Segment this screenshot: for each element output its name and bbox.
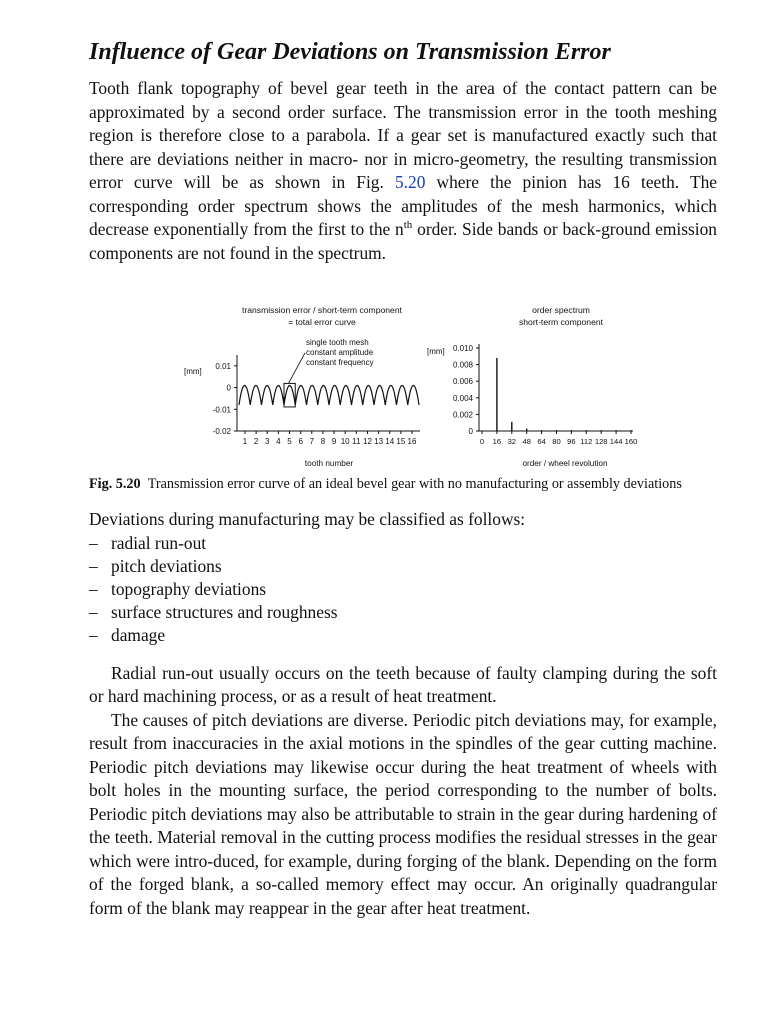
left-y-tick-label: 0.01: [215, 361, 231, 371]
left-x-tick-label: 7: [309, 437, 315, 446]
left-x-tick-label: 13: [374, 437, 384, 446]
left-x-tick-label: 15: [396, 437, 406, 446]
right-x-tick-label: 144: [609, 437, 623, 446]
section-title: Influence of Gear Deviations on Transmission Error: [89, 39, 611, 65]
right-y-tick-label: 0.010: [452, 344, 473, 353]
left-x-tick-label: 12: [363, 437, 372, 446]
right-x-tick-label: 0: [479, 437, 485, 446]
chart-left-annotation-line1: single tooth mesh: [306, 338, 369, 347]
right-y-tick-label: 0.002: [452, 410, 473, 420]
figure-caption: [89, 475, 717, 494]
transmission-error-curve: [239, 385, 419, 405]
chart-right-xlabel: order / wheel revolution: [522, 459, 608, 468]
left-x-tick-label: 5: [287, 437, 292, 446]
chart-right-title: order spectrum: [532, 305, 590, 315]
right-x-tick-label: 96: [567, 437, 576, 446]
figure-5-20: [89, 303, 717, 475]
paragraph-intro: [89, 77, 717, 265]
left-x-tick-label: 14: [385, 437, 395, 446]
right-x-tick-label: 160: [624, 437, 638, 446]
left-x-tick-label: 2: [253, 437, 259, 446]
left-x-tick-label: 8: [320, 437, 326, 446]
figure-caption-label: Fig. 5.20: [89, 476, 141, 492]
book-page: [89, 36, 717, 920]
left-x-tick-label: 11: [352, 437, 361, 446]
right-y-tick-label: 0: [468, 427, 473, 436]
list-item: – surface structures and roughness: [89, 601, 717, 624]
deviations-intro: Deviations during manufacturing may be classified as follows:: [89, 509, 526, 529]
paragraph-intro-part3: order. Side bands or back-ground emission components are not found in the spectrum.: [89, 219, 717, 263]
annotation-leader-line: [289, 353, 306, 383]
chart-right-subtitle: short-term component: [518, 317, 604, 327]
list-item: – damage: [89, 624, 717, 647]
transmission-error-chart: [184, 305, 420, 468]
right-x-tick-label: 48: [522, 437, 531, 446]
right-x-tick-label: 128: [594, 437, 608, 446]
paragraph-intro-part1: Tooth flank topography of bevel gear teeth in the area of the contact pattern can be approximated by a second order surface. The transmission error in the tooth meshing region is therefore close to a parabola. If a gear set is manufactured exactly such that there are deviations neither in macro- nor in micro-geometry, the resulting transmission error curve will be as shown in Fig.: [89, 78, 717, 192]
paragraph-intro-part2: where the pinion has 16 teeth. The corresponding order spectrum shows the amplitudes of the mesh harmonics, which decrease exponentially from the first to the n: [89, 172, 717, 239]
figure-caption-text: Transmission error curve of an ideal bevel gear with no manufacturing or assembly deviations: [147, 476, 682, 492]
right-x-tick-label: 16: [492, 437, 502, 446]
left-x-tick-label: 3: [265, 437, 270, 446]
chart-left-xlabel: tooth number: [304, 459, 354, 468]
left-x-tick-label: 10: [340, 437, 350, 446]
figure-reference-link[interactable]: 5.20: [394, 172, 426, 192]
left-x-tick-label: 16: [407, 437, 417, 446]
right-x-tick-label: 32: [507, 437, 517, 446]
left-x-tick-label: 1: [242, 437, 248, 446]
list-item: – radial run-out: [89, 532, 717, 555]
right-y-tick-label: 0.008: [452, 360, 473, 370]
chart-left-title: transmission error / short-term component: [242, 305, 402, 315]
chart-left-ylabel: [mm]: [184, 367, 202, 376]
left-y-tick-label: 0: [226, 383, 231, 393]
left-y-tick-label: -0.01: [212, 405, 231, 415]
chart-left-annotation-line2: constant amplitude: [306, 348, 374, 357]
chart-right-ylabel: [mm]: [427, 347, 445, 356]
right-x-tick-label: 80: [552, 437, 561, 446]
left-x-tick-label: 6: [298, 437, 303, 446]
left-y-tick-label: -0.02: [212, 427, 231, 436]
list-item: – topography deviations: [89, 578, 717, 601]
deviation-list: [89, 532, 717, 648]
right-y-tick-label: 0.006: [452, 377, 473, 387]
list-item: – pitch deviations: [89, 555, 717, 578]
superscript-th: th: [403, 219, 413, 232]
paragraph-runout: Radial run-out usually occurs on the teeth because of faulty clamping during the soft or hard machining process, or as a result of heat treatment.: [89, 662, 717, 707]
left-x-tick-label: 9: [331, 437, 337, 446]
right-x-tick-label: 64: [537, 437, 546, 446]
chart-left-annotation-line3: constant frequency: [306, 358, 374, 367]
right-y-tick-label: 0.004: [452, 393, 473, 403]
chart-left-subtitle: = total error curve: [288, 317, 356, 327]
right-x-tick-label: 112: [580, 437, 593, 446]
left-x-tick-label: 4: [276, 437, 281, 446]
paragraph-pitch: The causes of pitch deviations are diverse. Periodic pitch deviations may, for example, result from inaccuracies in the axial motions in the spindles of the gear cutting machine. Periodic pitch deviations may likewise occur during the heat treatment of wheels with bolt holes in the mounting surface, the period corresponding to the number of bolts. Periodic pitch deviations may also be attributable to strain in the gear during hardening of the teeth. Material removal in the cutting process modifies the residual stresses in the gear which were intro-duced, for example, during forging of the blank. Depending on the form of the forged blank, a so-called memory effect may occur. An originally quadrangular form of the blank may reappear in the gear after heat treatment.: [89, 709, 717, 918]
figure-charts: [89, 303, 717, 475]
order-spectrum-chart: [427, 305, 637, 468]
